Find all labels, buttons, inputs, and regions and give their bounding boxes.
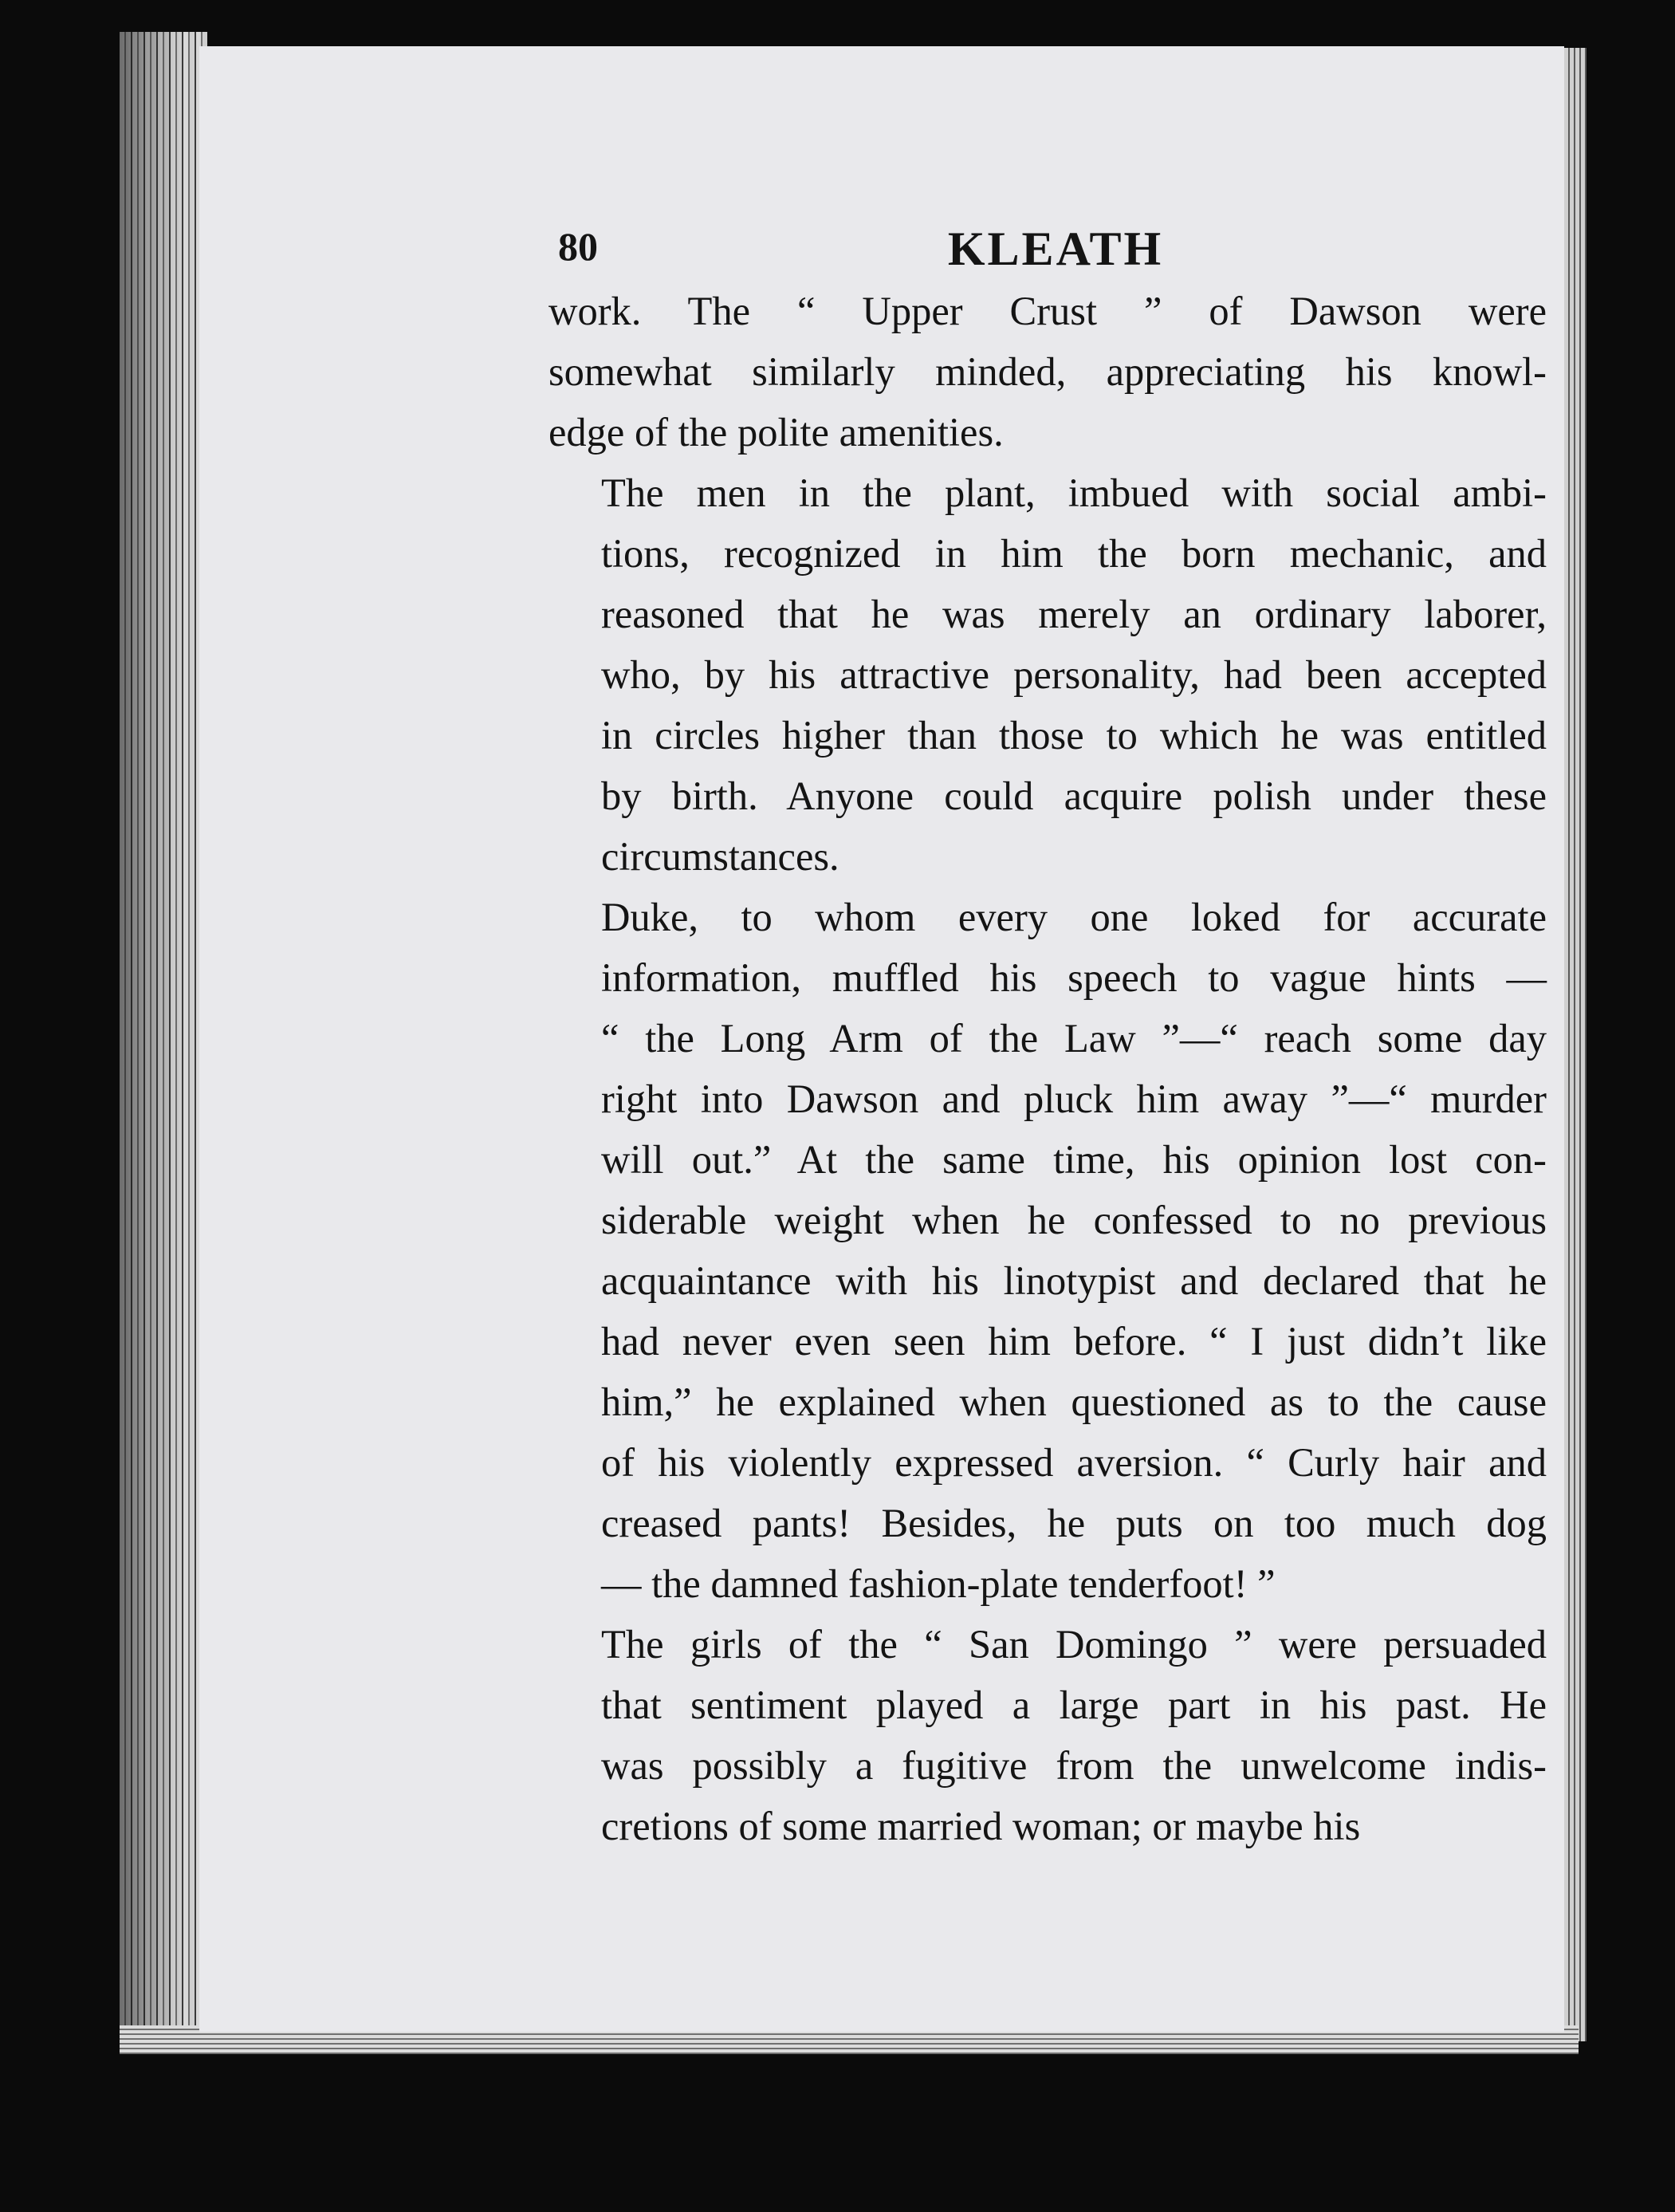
text-line: tions, recognized in him the born mechanic, and <box>601 531 1547 576</box>
text-line: of his violently expressed aversion. “ Curly hair and <box>601 1440 1547 1485</box>
text-line: The girls of the “ San Domingo ” were persuaded <box>601 1622 1547 1667</box>
text-line: right into Dawson and pluck him away ”—“ murder <box>601 1076 1547 1121</box>
text-line: in circles higher than those to which he was entitled <box>601 713 1547 758</box>
spine-shadow <box>120 32 207 2041</box>
paragraph <box>549 281 1547 462</box>
text-line: was possibly a fugitive from the unwelcome indis- <box>601 1743 1547 1788</box>
paragraph <box>549 887 1547 1614</box>
running-title: KLEATH <box>947 222 1164 275</box>
text-line: somewhat similarly minded, appreciating his knowl- <box>549 349 1547 394</box>
paragraph <box>549 462 1547 887</box>
text-line: acquaintance with his linotypist and declared that he <box>601 1258 1547 1303</box>
text-block <box>549 215 1547 1856</box>
text-line: by birth. Anyone could acquire polish under these <box>601 773 1547 818</box>
body-text <box>549 281 1547 1856</box>
text-line: that sentiment played a large part in his past. He <box>601 1683 1547 1727</box>
text-line: — the damned fashion-plate tenderfoot! ” <box>601 1561 1276 1606</box>
text-line: reasoned that he was merely an ordinary laborer, <box>601 592 1547 636</box>
text-line: edge of the polite amenities. <box>549 410 1004 455</box>
text-line: Duke, to whom every one loked for accurate <box>601 895 1547 939</box>
text-line: information, muffled his speech to vague hints — <box>601 955 1547 1000</box>
text-line: who, by his attractive personality, had been accepted <box>601 652 1547 697</box>
text-line: circumstances. <box>601 834 839 879</box>
text-line: “ the Long Arm of the Law ”—“ reach some day <box>601 1016 1547 1061</box>
text-line: him,” he explained when questioned as to the cause <box>601 1380 1547 1424</box>
page-number: 80 <box>558 224 598 269</box>
text-line: work. The “ Upper Crust ” of Dawson were <box>549 289 1547 333</box>
text-line: had never even seen him before. “ I just didn’t like <box>601 1319 1547 1364</box>
page-right-edge <box>1564 48 1587 2041</box>
text-line: will out.” At the same time, his opinion lost con- <box>601 1137 1547 1182</box>
paragraph <box>549 1614 1547 1856</box>
running-head <box>549 215 1547 279</box>
text-line: siderable weight when he confessed to no previous <box>601 1198 1547 1242</box>
text-line: cretions of some married woman; or maybe his <box>601 1804 1361 1848</box>
text-line: creased pants! Besides, he puts on too much dog <box>601 1501 1547 1545</box>
text-line: The men in the plant, imbued with social ambi- <box>601 470 1547 515</box>
